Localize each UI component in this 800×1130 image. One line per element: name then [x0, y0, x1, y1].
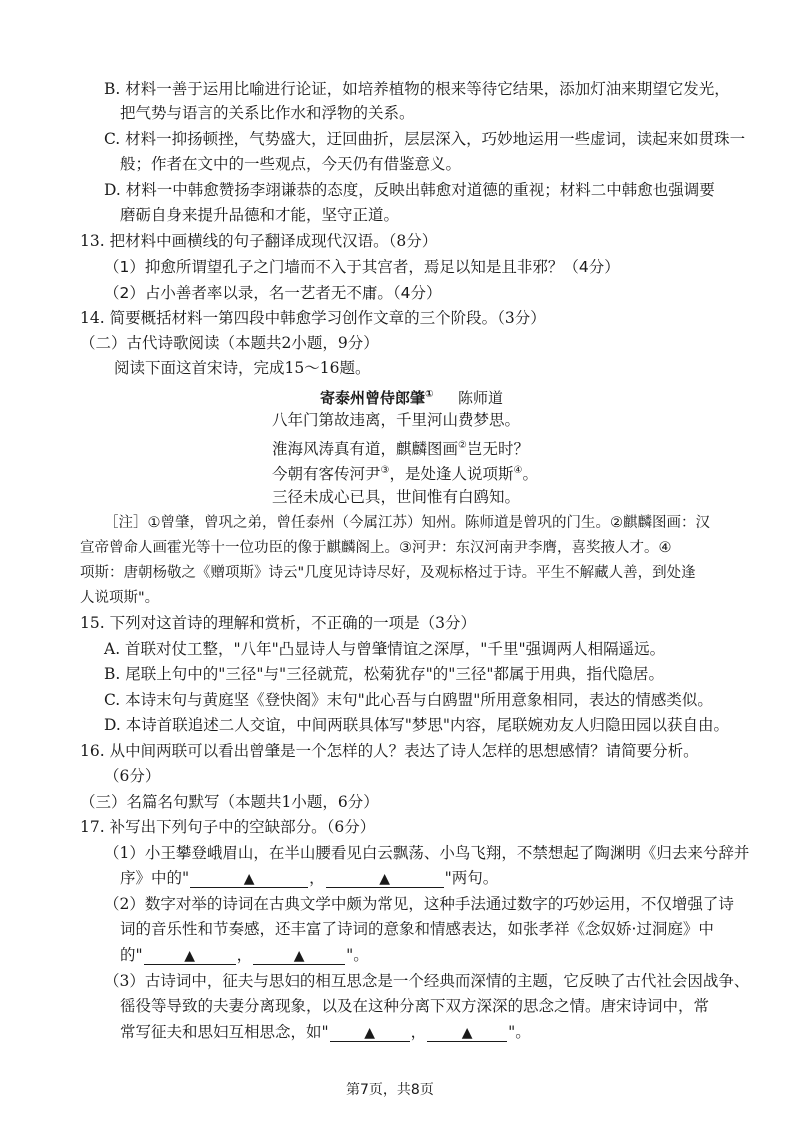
- q17-part3-sep: ，: [410, 1023, 427, 1041]
- q17-part1-line1: （1）小王攀登峨眉山，在半山腰看见白云飘荡、小鸟飞翔，不禁想起了陶渊明《归去来兮辞并: [104, 844, 750, 862]
- notes-line-3: 项斯：唐朝杨敬之《赠项斯》诗云"几度见诗诗尽好，及观标格过于诗。平生不解藏人善，到处逢: [80, 565, 696, 581]
- notes-line-4: 人说项斯"。: [80, 590, 160, 606]
- q17-part3-line3: [120, 1021, 531, 1043]
- q15-option-d: D. 本诗首联追述二人交谊，中间两联具体写"梦思"内容，尾联婉劝友人归隐田园以获自由。: [104, 716, 729, 734]
- section-2-heading: （二）古代诗歌阅读（本题共2小题，9分）: [80, 334, 379, 352]
- q17-part2-sep: ，: [236, 946, 253, 964]
- q17-part2-line1: （2）数字对举的诗词在古典文学中颇为常见，这种手法通过数字的巧妙运用，不仅增强了诗: [104, 895, 734, 913]
- poem-line-3-b: ，是处逢人说项斯: [389, 465, 514, 484]
- q17-part2-blank-2[interactable]: [253, 946, 345, 965]
- q14-stem: 14. 简要概括材料一第四段中韩愈学习创作文章的三个阶段。（3分）: [80, 309, 546, 327]
- poem-line-1: 八年门第故违离，千里河山费梦思。: [272, 411, 521, 429]
- page-number: 第7页，共8页: [346, 1082, 434, 1098]
- q17-part3-line2: 徭役等导致的夫妻分离现象，以及在这种分离下双方深深的思念之情。唐宋诗词中，常: [120, 997, 710, 1015]
- q13-sentence-1: （1）抑愈所谓望孔子之门墙而不入于其宫者，焉足以知是且非邪？（4分）: [104, 258, 620, 276]
- q17-part2-blank-1[interactable]: [144, 946, 236, 965]
- q16-stem-line2: （6分）: [104, 767, 161, 785]
- q17-part3-line1: （3）古诗词中，征夫与思妇的相互思念是一个经典而深情的主题，它反映了古代社会因战争、: [104, 972, 750, 990]
- poem-line-3-c: 。: [522, 465, 538, 484]
- q13-sentence-2: （2）占小善者率以录，名一艺者无不庸。（4分）: [104, 284, 442, 302]
- triangle-icon: ▲: [461, 1025, 473, 1041]
- q12-option-b-line2: 把气势与语言的关系比作水和浮物的关系。: [120, 104, 415, 122]
- q12-option-d-line2: 磨砺自身来提升品德和才能，坚守正道。: [120, 206, 400, 224]
- section-3-heading: （三）名篇名句默写（本题共1小题，6分）: [80, 793, 379, 811]
- q12-option-c-line1: C. 材料一抑扬顿挫，气势盛大，迂回曲折，层层深入，巧妙地运用一些虚词，读起来如贯珠一: [104, 130, 746, 148]
- q12-option-d-line1: D. 材料一中韩愈赞扬李翊谦恭的态度，反映出韩愈对道德的重视；材料二中韩愈也强调要: [104, 181, 715, 199]
- q15-option-a: A. 首联对仗工整，"八年"凸显诗人与曾肇情谊之深厚，"千里"强调两人相隔遥远。: [104, 640, 666, 658]
- triangle-icon: ▲: [364, 1025, 376, 1041]
- q17-part2-line2: 词的音乐性和节奏感，还丰富了诗词的意象和情感表达，如张孝祥《念奴娇·过洞庭》中: [120, 920, 714, 938]
- poem-line-3-a: 今朝有客传河尹: [272, 465, 381, 484]
- q17-part3-suffix: "。: [508, 1023, 531, 1041]
- q12-option-b-line1: B. 材料一善于运用比喻进行论证，如培养植物的根来等待它结果，添加灯油来期望它发光，: [104, 80, 730, 98]
- q17-part3-prefix: 常写征夫和思妇互相思念，如": [120, 1023, 329, 1041]
- poem-line-2: [272, 435, 529, 460]
- q16-stem-line1: 16. 从中间两联可以看出曾肇是一个怎样的人？表达了诗人怎样的思想感情？请简要分析。: [80, 742, 699, 760]
- poem-title-note: ①: [425, 389, 434, 400]
- poem-line-4: 三径未成心已具，世间惟有白鸥知。: [272, 488, 521, 506]
- triangle-icon: ▲: [293, 948, 305, 964]
- poem-title-text: 寄泰州曾侍郎肇: [320, 389, 426, 407]
- q17-part1-sep: ，: [309, 869, 325, 887]
- q15-option-c: C. 本诗末句与黄庭坚《登快阁》末句"此心吾与白鸥盟"所用意象相同，表达的情感类似。: [104, 691, 713, 709]
- q17-part1-blank-2[interactable]: [326, 869, 444, 888]
- q17-part1-suffix: "两句。: [444, 869, 499, 887]
- q12-option-c-line2: 般；作者在文中的一些观点，今天仍有借鉴意义。: [120, 155, 462, 173]
- q17-part3-blank-1[interactable]: [330, 1023, 410, 1042]
- poem-line-3: [272, 460, 538, 485]
- section-2-intro: 阅读下面这首宋诗，完成15～16题。: [114, 359, 371, 377]
- notes-line-2: 宣帝曾命人画霍光等十一位功臣的像于麒麟阁上。③河尹：东汉河南尹李膺，喜奖掖人才。④: [80, 540, 672, 556]
- poem-author: 陈师道: [457, 389, 503, 407]
- q15-stem: 15. 下列对这首诗的理解和赏析，不正确的一项是（3分）: [80, 614, 476, 632]
- q15-option-b: B. 尾联上句中的"三径"与"三径就荒，松菊犹存"的"三径"都属于用典，指代隐居。: [104, 665, 665, 683]
- poem-line-2-a: 淮海风涛真有道，麒麟图画: [272, 440, 459, 459]
- notes-line-1: ［注］①曾肇，曾巩之弟，曾任泰州（今属江苏）知州。陈师道是曾巩的门生。②麒麟图画：汉: [104, 515, 710, 531]
- q17-part1-prefix: 序》中的": [120, 869, 190, 887]
- poem-line-3-note: ③: [380, 465, 390, 476]
- q17-part3-blank-2[interactable]: [427, 1023, 507, 1042]
- q17-part1-blank-1[interactable]: [190, 869, 308, 888]
- q13-stem: 13. 把材料中画横线的句子翻译成现代汉语。（8分）: [80, 232, 438, 250]
- q17-part2-suffix: "。: [346, 946, 369, 964]
- q17-part1-line2: [120, 867, 498, 889]
- triangle-icon: ▲: [243, 871, 255, 887]
- q17-part2-prefix: 的": [120, 946, 143, 964]
- triangle-icon: ▲: [184, 948, 196, 964]
- q17-part2-line3: [120, 944, 369, 966]
- poem-line-2-b: 岂无时？: [466, 440, 529, 459]
- poem-line-3-note-2: ④: [513, 465, 523, 476]
- poem-title: [320, 384, 503, 409]
- q17-stem: 17. 补写出下列句子中的空缺部分。（6分）: [80, 818, 376, 836]
- poem-line-2-note: ②: [458, 440, 467, 451]
- triangle-icon: ▲: [379, 871, 391, 887]
